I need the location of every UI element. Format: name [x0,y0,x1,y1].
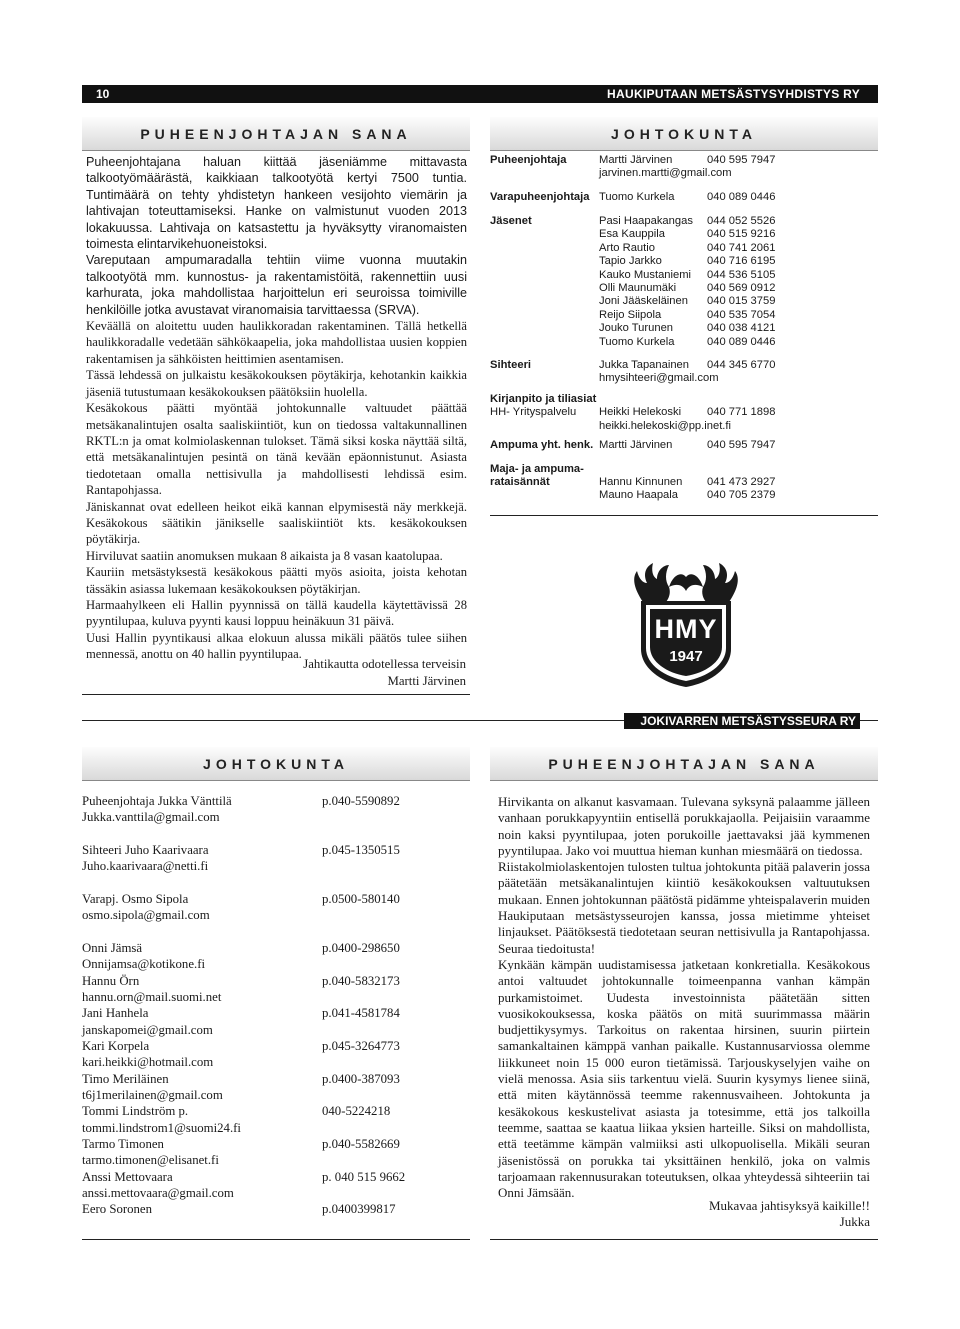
role-label: Kirjanpito ja tiliasiat [490,393,597,405]
closing-signature: Jukka [839,1214,870,1230]
paragraph: Riistakolmiolaskentojen tulosten tultua johtokunta pitää palaverin jossa päätetään metsäkanalintujen kiintiö kesäkokouksen valtuutuksen mukaan. Ennen johtokunnan päätöstä pidämme yhteispalaverin muiden Haukiputaan metsästysseurojen kanssa, jossa mietimme yhteiset linjaukset. Päätöksestä tiedotetaan seuran nettisivulla ja Rantapohjassa. Seuraa tiedoitusta! [498,859,870,956]
board-member-name: Sihteeri Juho Kaarivaara [82,843,209,857]
chairman-closing-2 [498,1198,870,1231]
member-name: Reijo Siipola [599,308,662,321]
member-phone: 040 089 0446 [707,335,776,348]
member-phone: 040 515 9216 [707,228,776,241]
closing-greeting: Jahtikautta odotellessa terveisin [303,657,466,671]
paragraph: Kauriin metsästyksestä kesäkokous päätti myös asioita, joista kehotan tässäkin asiassa lukemaan kesäkokouksen pöytäkirjan. [86,565,467,596]
person-name: Heikki Helekoski [599,406,682,418]
person-email: jarvinen.martti@gmail.com [599,167,732,179]
board-member-name: Onni Jämsä [82,941,143,955]
board-member-name: Varapj. Osmo Sipola [82,892,189,906]
paragraph: Tässä lehdessä on julkaistu kesäkokouksen pöytäkirja, kehotankin kaikkia jäseniä tutustumaan kesäkokouksen päätöksiin huolella. [86,368,467,399]
role-label: Jäsenet [490,215,532,227]
member-row [599,215,869,228]
paragraph: Keväällä on aloitettu uuden haulikkoradan rakentaminen. Tällä hetkellä haulikkoradalle vedetään sähkökaapelia, joka mahdollistaa uusien koppien rakentamisen ja sähköisten heittimien asentamisen. [86,319,467,366]
person-name: Hannu Kinnunen [599,476,683,488]
member-row [599,336,869,349]
paragraph: Hirvikanta on alkanut kasvamaan. Tulevana syksynä palaamme jälleen vanhaan porukkapyyntiin entisellä porukkajaolla. Peijaisiin varaamme noin kaksi pyyntilupaa, joten porukoille jaettavaksi jää kymmenen pyyntilupaa. Jako voi muuttua hieman kunhan miesmäärä on tiedossa. [498,794,870,858]
board-member-name: Tarmo Timonen [82,1137,164,1151]
person-email: hmysihteeri@gmail.com [599,372,719,384]
board-member-phone: p.0500-580140 [322,892,400,906]
board-chair-row [490,154,878,182]
board-heading-text: JOHTOKUNTA [611,126,757,142]
person-phone: 041 473 2927 [707,476,776,488]
board-member-name: Anssi Mettovaara [82,1170,173,1184]
person-name: Martti Järvinen [599,439,673,451]
person-name: Jukka Tapanainen [599,359,689,371]
person-name: Martti Järvinen [599,154,673,166]
range-person-row [599,489,869,502]
person-name: Mauno Haapala [599,489,678,502]
organization-title: HAUKIPUTAAN METSÄSTYSYHDISTYS RY [607,87,860,101]
board-shooting-row [490,439,878,459]
member-row [599,295,869,308]
board-member-email: janskapomei@gmail.com [82,1023,213,1037]
company-name: HH- Yrityspalvelu [490,406,577,418]
range-people-list [599,476,869,503]
chairman-word-text [86,154,467,663]
chairman-word-heading-text: PUHEENJOHTAJAN SANA [140,126,412,142]
board-member-phone: p.0400-298650 [322,941,400,955]
member-phone: 044 536 5105 [707,268,776,281]
role-label: Maja- ja ampuma- [490,463,584,475]
logo-year: 1947 [669,648,703,665]
board-secretary-row [490,359,878,389]
divider [82,1239,470,1240]
member-phone: 040 038 4121 [707,322,776,335]
member-phone: 040 569 0912 [707,281,776,294]
member-phone: 040 015 3759 [707,295,776,308]
board-member-email: kari.heikki@hotmail.com [82,1055,214,1069]
board-member-name: Hannu Örn [82,974,140,988]
member-name: Jouko Turunen [599,322,674,335]
board-range-row [490,463,878,503]
member-row [599,228,869,241]
paragraph: Kesäkokous päätti myöntää johtokunnalle valtuudet päättää metsäkanalintujen osalta saaliskiintiöt, kun on tiedossa valtakunnallinen RKTL:n ja omat kolmiolaskennan tulokset. Tämä siksi koska näyttää siltä, että metsäkanalintujen pesintä on tänä kevään epäonnistunut. Asiasta tiedotetaan omalla nettisivulla ja mahdollisesti lehdissä esim. Rantapohjassa. [86,401,467,498]
chairman-closing [86,656,466,689]
board-member-phone: p.041-4581784 [322,1006,400,1020]
board-member-email: Onnijamsa@kotikone.fi [82,957,206,971]
board-member-name: Jani Hanhela [82,1006,149,1020]
paragraph: Kynkään kämpän uudistamisessa jatketaan konkretialla. Kesäkokous antoi valtuudet johtokunnalle toimeenpanna vanhan kämpän purkamistoimet. Uudesta investoinnista päätetään sitten vuosikokouksessa, koska päätös on mitä suurimmassa määrin budjettikysymys. Tarkoitus on rakentaa hirsinen, suurin piirtein samankaltainen kämppä vanhan paikalle. Kustannusarviossa olemme liikkuneet noin 15 000 euron tietämissä. Tarjouskyselyjen vaihe on vielä menossa. Asia siis tarkentuu vielä. Suurin kysymys lienee siinä, että miten käytännössä teemme rakennusvaiheen. Johtokunta ja kesäkokous keskustelivat asiasta ja totesimme, että jos talkoilla teemme, saattaa se kaatua liikaa yksien harteille. Siksi on mahdollista, että teetämme kämpän valmiiksi asti ulkopuolisella. Mikäli seuran jäsenistössä on porukka tai yksittäinen henkilö, joka on valmis tarjoamaan rakennusurakan toteutuksen, olkaa yhteydessä sihteeriin tai Onni Jämsään. [498,956,870,1201]
board-bookkeeping-row [490,393,878,438]
role-label: Sihteeri [490,359,532,371]
board-member-phone: p. 040 515 9662 [322,1170,406,1184]
member-phone: 040 716 6195 [707,255,776,268]
person-phone: 040 089 0446 [707,191,776,203]
board-member-email: Jukka.vanttila@gmail.com [82,810,220,824]
paragraph: Harmaahylkeen eli Hallin pyynnissä on tällä kaudella käytettävissä 28 pyyntilupaa, kuluva pyynti kausi loppuu heinäkuun 31 päivä. [86,597,467,629]
paragraph: Uusi Hallin pyyntikausi alkaa elokuun alussa mikäli päätös tulee siihen mennessä, anottu on 40 hallin pyyntilupaa. [86,630,467,662]
member-phone: 040 741 2061 [707,241,776,254]
board-member-phone: p.045-1350515 [322,843,400,857]
section-organization-title: JOKIVARREN METSÄSTYSSEURA RY [624,713,860,729]
closing-signature: Martti Järvinen [387,673,466,688]
person-name: Tuomo Kurkela [599,191,675,203]
board-member-email: tarmo.timonen@elisanet.fi [82,1153,219,1167]
board-member-name: Tommi Lindström p. [82,1104,189,1118]
member-name: Tuomo Kurkela [599,335,675,348]
board-member-phone: p.045-3264773 [322,1039,400,1053]
member-name: Olli Maunumäki [599,281,677,294]
member-row [599,242,869,255]
paragraph: Puheenjohtajana haluan kiittää jäseniämme mittavasta talkootyömäärästä, kaikkiaan talkootyötä kertyi 7500 tuntia. Tuntimäärä on tehty yhdistetyn hankeen vesijohto viemärin ja lahtivajan toteuttamiseksi. Hanke on valmistunut vuoden 2013 lokakuussa. Lahtivaja on katsastettu ja hyväksytty viranomaisten toimesta elintarvikehuoneistoksi. [86,155,467,252]
board-member-email: tommi.lindstrom1@suomi24.fi [82,1121,241,1135]
board-vice-row [490,191,878,215]
member-row [599,282,869,295]
board-member-name: Puheenjohtaja Jukka Vänttilä [82,794,232,808]
closing-greeting: Mukavaa jahtisyksyä kaikille!! [708,1198,870,1213]
board-member-phone: p.040-5590892 [322,794,400,808]
board-member-phone: 040-5224218 [322,1104,391,1118]
board-member-phone: p.0400399817 [322,1202,396,1216]
board-list-2 [82,794,470,1224]
chairman-word-heading-2 [490,747,878,781]
board-member-phone: p.040-5582669 [322,1137,400,1151]
role-label: rataisännät [490,476,550,488]
role-label: Puheenjohtaja [490,154,567,166]
member-row [599,322,869,335]
range-person-row [599,476,869,489]
board-member-email: t6j1merilainen@gmail.com [82,1088,223,1102]
role-label: Varapuheenjohtaja [490,191,590,203]
chairman-word-text-2 [498,794,870,1201]
board-members-block [490,215,878,353]
member-phone: 044 052 5526 [707,215,776,227]
member-name: Esa Kauppila [599,228,665,241]
board-member-name: Timo Meriläinen [82,1072,169,1086]
paragraph: Jäniskannat ovat edelleen heikot eikä kannan elpymisestä näy merkkejä. Kesäkokous säätikin jänikselle saaliskiintiöt kts. kesäkokouksen pöytäkirja. [86,499,467,547]
hmy-logo [625,557,747,689]
board-member-name: Kari Korpela [82,1039,150,1053]
person-phone: 044 345 6770 [707,359,776,371]
board-member-email: osmo.sipola@gmail.com [82,908,210,922]
chairman-word-heading [82,117,470,151]
person-phone: 040 595 7947 [707,439,776,451]
person-phone: 040 771 1898 [707,406,776,418]
member-row [599,309,869,322]
board-member-email: Juho.kaarivaara@netti.fi [82,859,209,873]
member-name: Tapio Jarkko [599,255,662,268]
member-name: Kauko Mustaniemi [599,268,692,281]
board-member-phone: p.0400-387093 [322,1072,400,1086]
member-row [599,269,869,282]
paragraph: Vareputaan ampumaradalla tehtiin viime vuonna muutakin talkootyötä mm. kunnostus- ja rakentamistöitä, rakennettiin uusi karhurata, joka mahdollistaa harjoittelun eri seuroissa toimiville henkilöille jotka avustavat viranomaisia tarvittaessa (SRVA). [86,253,467,317]
chairman-word-heading-2-text: PUHEENJOHTAJAN SANA [548,756,820,772]
logo-letters: HMY [654,614,718,644]
member-name: Arto Rautio [599,241,655,254]
paragraph: Hirviluvat saatiin anomuksen mukaan 8 aikaista ja 8 vasan kaatolupaa. [86,548,443,563]
hmy-logo-icon [625,557,747,689]
member-phone: 040 535 7054 [707,308,776,321]
person-email: heikki.helekoski@pp.inet.fi [599,420,731,432]
role-label: Ampuma yht. henk. [490,439,594,451]
member-name: Pasi Haapakangas [599,215,693,227]
members-list [599,215,869,349]
divider [490,1239,878,1240]
person-phone: 040 705 2379 [707,489,776,502]
divider [490,515,878,516]
board-member-email: hannu.orn@mail.suomi.net [82,990,222,1004]
board-list [490,154,878,503]
member-row [599,255,869,268]
page-number: 10 [96,87,110,101]
board-heading [490,117,878,151]
person-phone: 040 595 7947 [707,154,776,166]
board-member-email: anssi.mettovaara@gmail.com [82,1186,234,1200]
board-member-name: Eero Soronen [82,1202,153,1216]
member-name: Joni Jääskeläinen [599,295,688,308]
board-heading-2-text: JOHTOKUNTA [203,756,349,772]
divider [82,694,470,695]
board-member-phone: p.040-5832173 [322,974,400,988]
section-bar [82,713,878,729]
board-heading-2 [82,747,470,781]
page-header-bar [82,85,878,103]
